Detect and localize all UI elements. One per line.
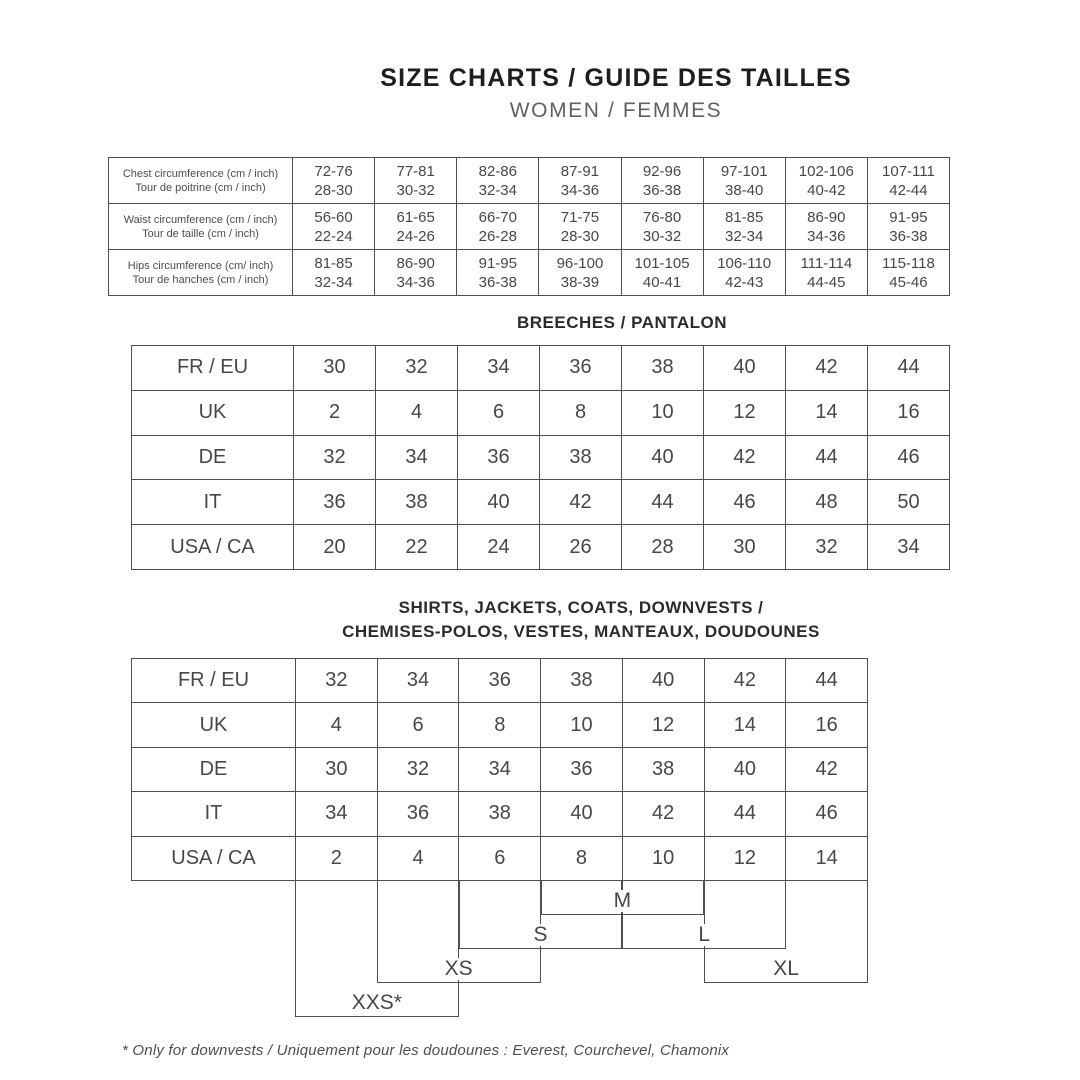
- size-value-cell: 24: [458, 525, 540, 570]
- value-cm: 91-95: [478, 254, 517, 272]
- value-inch: 45-46: [889, 273, 928, 291]
- size-value-cell: 8: [459, 703, 541, 747]
- value-inch: 34-36: [560, 181, 600, 199]
- region-label-cell: UK: [132, 390, 294, 435]
- size-value-cell: 34: [868, 525, 950, 570]
- size-value-cell: 40: [458, 480, 540, 525]
- value-cm: 102-106: [798, 162, 854, 180]
- region-label-cell: IT: [132, 480, 294, 525]
- size-value-cell: 32: [786, 525, 868, 570]
- measurement-value-cell: [293, 158, 375, 204]
- size-value-cell: 8: [540, 390, 622, 435]
- size-value-cell: 38: [459, 792, 541, 836]
- size-row: [132, 836, 868, 880]
- value-cm: 81-85: [725, 208, 764, 226]
- size-value-cell: 16: [786, 703, 868, 747]
- measurement-value-cell: [867, 204, 949, 250]
- size-value-cell: 32: [296, 659, 378, 703]
- size-value-cell: 42: [704, 659, 786, 703]
- size-value-cell: 36: [294, 480, 376, 525]
- value-cm: 101-105: [634, 254, 690, 272]
- measurement-value-cell: [457, 250, 539, 296]
- size-value-cell: 14: [786, 836, 868, 880]
- size-value-cell: 30: [296, 747, 378, 791]
- value-inch: 42-43: [725, 273, 764, 291]
- value-cm: 66-70: [478, 208, 517, 226]
- measurement-label-cell: [109, 250, 293, 296]
- value-cm: 61-65: [396, 208, 435, 226]
- measurement-value-cell: [539, 158, 621, 204]
- size-bracket-label: L: [689, 924, 719, 946]
- size-bracket-label: XXS*: [343, 992, 411, 1014]
- measurement-label-fr: Tour de taille (cm / inch): [142, 227, 259, 240]
- measurement-label-fr: Tour de hanches (cm / inch): [132, 273, 269, 286]
- size-value-cell: 40: [704, 346, 786, 391]
- value-inch: 32-34: [725, 227, 764, 245]
- value-cm: 96-100: [556, 254, 604, 272]
- region-label-cell: DE: [132, 747, 296, 791]
- breeches-heading: BREECHES / PANTALON: [516, 313, 728, 332]
- size-value-cell: 46: [704, 480, 786, 525]
- shirts-heading-line-fr: CHEMISES-POLOS, VESTES, MANTEAUX, DOUDOUNES: [342, 621, 820, 641]
- size-value-cell: 36: [459, 659, 541, 703]
- measurement-value-cell: [457, 204, 539, 250]
- value-inch: 28-30: [560, 227, 600, 245]
- measurement-label-fr: Tour de poitrine (cm / inch): [135, 181, 266, 194]
- size-value-cell: 12: [704, 836, 786, 880]
- size-value-cell: 22: [376, 525, 458, 570]
- measurement-label-en: Waist circumference (cm / inch): [123, 213, 278, 226]
- size-value-cell: 44: [868, 346, 950, 391]
- size-row: [132, 435, 950, 480]
- size-value-cell: 38: [376, 480, 458, 525]
- value-inch: 30-32: [396, 181, 435, 199]
- size-value-cell: 38: [541, 659, 623, 703]
- value-cm: 86-90: [396, 254, 435, 272]
- size-row: [132, 480, 950, 525]
- measurements-table: [108, 157, 950, 296]
- size-value-cell: 14: [786, 390, 868, 435]
- measurement-value-cell: [621, 204, 703, 250]
- size-value-cell: 20: [294, 525, 376, 570]
- size-value-cell: 30: [704, 525, 786, 570]
- size-value-cell: 44: [704, 792, 786, 836]
- value-cm: 86-90: [807, 208, 846, 226]
- measurement-value-cell: [867, 158, 949, 204]
- size-value-cell: 40: [704, 747, 786, 791]
- value-cm: 106-110: [717, 254, 772, 272]
- region-label-cell: USA / CA: [132, 525, 294, 570]
- size-value-cell: 2: [294, 390, 376, 435]
- value-cm: 91-95: [889, 208, 928, 226]
- size-value-cell: 4: [377, 836, 459, 880]
- size-value-cell: 38: [540, 435, 622, 480]
- size-value-cell: 40: [622, 435, 704, 480]
- size-value-cell: 10: [622, 836, 704, 880]
- size-value-cell: 40: [541, 792, 623, 836]
- size-bracket-label: XS: [436, 958, 482, 980]
- size-value-cell: 36: [377, 792, 459, 836]
- size-value-cell: 46: [786, 792, 868, 836]
- value-inch: 24-26: [396, 227, 435, 245]
- value-cm: 56-60: [314, 208, 353, 226]
- size-value-cell: 34: [377, 659, 459, 703]
- value-cm: 76-80: [642, 208, 682, 226]
- value-inch: 40-42: [807, 181, 846, 199]
- size-table-body: [132, 346, 950, 570]
- size-value-cell: 4: [376, 390, 458, 435]
- size-value-cell: 30: [294, 346, 376, 391]
- shirts-heading: [342, 596, 820, 643]
- size-value-cell: 46: [868, 435, 950, 480]
- value-cm: 115-118: [882, 254, 935, 272]
- measurement-value-cell: [293, 250, 375, 296]
- shirts-size-table: [131, 658, 868, 881]
- value-inch: 36-38: [642, 181, 682, 199]
- measurement-label-cell: [109, 158, 293, 204]
- region-label-cell: DE: [132, 435, 294, 480]
- size-value-cell: 40: [622, 659, 704, 703]
- size-value-cell: 26: [540, 525, 622, 570]
- measurement-row: [109, 204, 950, 250]
- footnote: * Only for downvests / Uniquement pour les doudounes : Everest, Courchevel, Chamonix: [122, 1042, 730, 1059]
- size-value-cell: 32: [294, 435, 376, 480]
- value-inch: 38-40: [725, 181, 764, 199]
- size-value-cell: 42: [786, 747, 868, 791]
- size-value-cell: 32: [376, 346, 458, 391]
- size-bracket-xl: [704, 880, 868, 983]
- size-value-cell: 34: [459, 747, 541, 791]
- value-inch: 32-34: [314, 273, 353, 291]
- size-value-cell: 12: [622, 703, 704, 747]
- size-value-cell: 38: [622, 747, 704, 791]
- size-value-cell: 42: [704, 435, 786, 480]
- measurement-label-en: Hips circumference (cm/ inch): [127, 259, 274, 272]
- size-value-cell: 34: [296, 792, 378, 836]
- size-value-cell: 12: [704, 390, 786, 435]
- value-inch: 32-34: [478, 181, 517, 199]
- size-bracket-label: S: [525, 924, 557, 946]
- shirts-heading-line-en: SHIRTS, JACKETS, COATS, DOWNVESTS /: [398, 598, 764, 617]
- measurement-value-cell: [703, 158, 785, 204]
- size-value-cell: 16: [868, 390, 950, 435]
- measurement-value-cell: [703, 204, 785, 250]
- size-value-cell: 44: [786, 435, 868, 480]
- size-value-cell: 42: [622, 792, 704, 836]
- size-value-cell: 10: [541, 703, 623, 747]
- region-label-cell: IT: [132, 792, 296, 836]
- size-table-body: [132, 659, 868, 881]
- size-value-cell: 8: [541, 836, 623, 880]
- measurement-value-cell: [785, 204, 867, 250]
- measurement-value-cell: [539, 204, 621, 250]
- measurement-value-cell: [457, 158, 539, 204]
- size-value-cell: 44: [786, 659, 868, 703]
- size-value-cell: 48: [786, 480, 868, 525]
- value-inch: 34-36: [396, 273, 435, 291]
- size-value-cell: 36: [458, 435, 540, 480]
- measurement-value-cell: [703, 250, 785, 296]
- measurement-value-cell: [867, 250, 949, 296]
- size-value-cell: 14: [704, 703, 786, 747]
- measurement-value-cell: [375, 204, 457, 250]
- size-bracket-label: XL: [764, 958, 808, 980]
- value-cm: 107-111: [882, 162, 935, 180]
- measurement-value-cell: [621, 250, 703, 296]
- size-value-cell: 28: [622, 525, 704, 570]
- value-inch: 36-38: [889, 227, 928, 245]
- value-inch: 22-24: [314, 227, 353, 245]
- value-cm: 87-91: [560, 162, 600, 180]
- value-inch: 38-39: [560, 273, 600, 291]
- size-row: [132, 525, 950, 570]
- size-value-cell: 6: [459, 836, 541, 880]
- region-label-cell: FR / EU: [132, 346, 294, 391]
- measurement-value-cell: [375, 158, 457, 204]
- size-row: [132, 346, 950, 391]
- value-inch: 34-36: [807, 227, 846, 245]
- measurement-label-cell: [109, 204, 293, 250]
- size-row: [132, 390, 950, 435]
- value-inch: 42-44: [889, 181, 928, 199]
- measurement-value-cell: [785, 250, 867, 296]
- size-value-cell: 38: [622, 346, 704, 391]
- measurement-value-cell: [621, 158, 703, 204]
- value-cm: 71-75: [560, 208, 600, 226]
- size-value-cell: 50: [868, 480, 950, 525]
- size-value-cell: 10: [622, 390, 704, 435]
- value-cm: 72-76: [314, 162, 353, 180]
- size-value-cell: 42: [540, 480, 622, 525]
- value-cm: 82-86: [478, 162, 517, 180]
- size-value-cell: 4: [296, 703, 378, 747]
- measurement-row: [109, 250, 950, 296]
- size-row: [132, 792, 868, 836]
- size-value-cell: 44: [622, 480, 704, 525]
- value-inch: 44-45: [807, 273, 846, 291]
- measurement-value-cell: [293, 204, 375, 250]
- page-title: SIZE CHARTS / GUIDE DES TAILLES: [380, 64, 852, 92]
- value-inch: 30-32: [642, 227, 682, 245]
- size-row: [132, 747, 868, 791]
- value-inch: 28-30: [314, 181, 353, 199]
- value-inch: 40-41: [642, 273, 682, 291]
- size-value-cell: 32: [377, 747, 459, 791]
- value-cm: 81-85: [314, 254, 353, 272]
- size-bracket-label: M: [605, 890, 641, 912]
- measurement-row: [109, 158, 950, 204]
- value-inch: 36-38: [478, 273, 517, 291]
- size-row: [132, 703, 868, 747]
- region-label-cell: UK: [132, 703, 296, 747]
- size-value-cell: 34: [376, 435, 458, 480]
- size-value-cell: 6: [458, 390, 540, 435]
- measurement-value-cell: [785, 158, 867, 204]
- size-value-cell: 36: [540, 346, 622, 391]
- region-label-cell: FR / EU: [132, 659, 296, 703]
- value-cm: 92-96: [642, 162, 682, 180]
- value-inch: 26-28: [478, 227, 517, 245]
- value-cm: 77-81: [396, 162, 435, 180]
- size-value-cell: 6: [377, 703, 459, 747]
- measurement-value-cell: [375, 250, 457, 296]
- page-subtitle: WOMEN / FEMMES: [509, 99, 723, 122]
- measurement-label-en: Chest circumference (cm / inch): [122, 167, 279, 180]
- size-row: [132, 659, 868, 703]
- size-value-cell: 42: [786, 346, 868, 391]
- value-cm: 97-101: [720, 162, 768, 180]
- region-label-cell: USA / CA: [132, 836, 296, 880]
- value-cm: 111-114: [800, 254, 853, 272]
- breeches-size-table: [131, 345, 950, 570]
- size-value-cell: 2: [296, 836, 378, 880]
- size-value-cell: 34: [458, 346, 540, 391]
- measurements-body: [109, 158, 950, 296]
- size-value-cell: 36: [541, 747, 623, 791]
- measurement-value-cell: [539, 250, 621, 296]
